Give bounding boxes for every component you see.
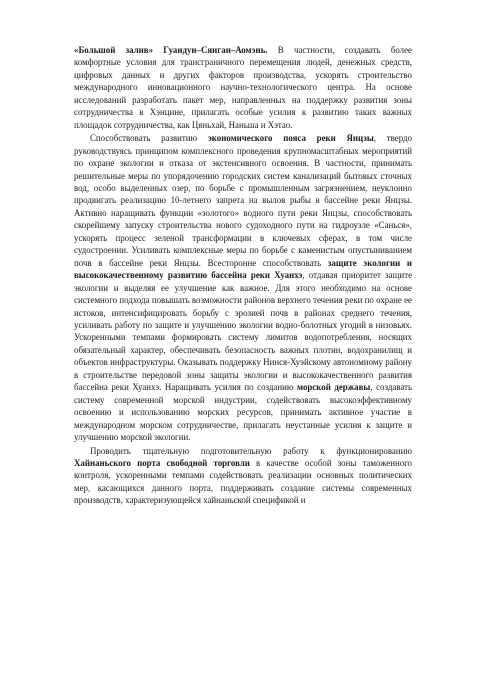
text-run: Проводить тщательную подготовительную работу к функционированию — [90, 445, 412, 456]
bold-term: морской державы — [297, 382, 371, 393]
text-run: , твердо руководствуясь принципом комплексного проведения крупномасштабных мероприятий по охране экологии и отказа от экстенсивного освоения. В частности, принимать решительные меры по упорядочению городских систем канализаций бытовых сточных вод, особо выделенных озер, по борьбе с промышленным загрязнением, неуклонно продвигать реализацию 10-летнего запрета на вылов рыбы в бассейне реки Янцзы. Активно наращивать функции «золотого» водного пути реки Янцзы, способствовать скорейшему запуску строительства нового судоходного пути на гидроузле «Санься», ускорять процесс зеленой трансформации в ключевых сферах, в том числе судостроении. Усиливать комплексные меры по борьбе с каменистым опустыниванием почв в бассейне реки Янцзы. Всесторонне способствовать — [74, 133, 413, 268]
text-run: , отдавая приоритет защите экологии и выделяя ее улучшение как важное. Для этого необходимо на основе системного подхода повышать возможности районов верхнего течения реки по охране ее истоков, интенсифицировать борьбу с эрозией почв в районах среднего течения, усиливать работу по защите и улучшению экологии водно-болотных угодий в низовьях. Ускоренными темпами формировать систему лимитов водопотребления, носящих обязательный характер, обеспечивать безопасность важных плотин, водохранилищ и объектов инфраструктуры. Оказывать поддержку Нинся-Хуэйскому автономному району в строительстве передовой зоны защиты экологии и высококачественного развития бассейна реки Хуанхэ. Наращивать усилия по созданию — [74, 270, 413, 393]
text-run: В частности, создавать более комфортные условия для трансграничного перемещения людей, денежных средств, цифровых данных и других факторов производства, ускорять строительство международного инновационного научно-технологического центра. На основе исследований разработать пакет мер, направленных на поддержку развития зоны сотрудничества в Хэнцине, прилагать особые усилия к развитию таких важных площадок сотрудничества, как Цяньхай, Наньша и Хэтао. — [74, 45, 412, 130]
text-run: в качестве особой зоны таможенного контроля, ускоренными темпами содействовать реализации основных политических мер, касающихся данного порта, поддерживать создание системы современных производств, характеризующейся хайнаньской спецификой и — [74, 457, 412, 506]
text-run: Способствовать развитию — [90, 133, 208, 144]
paragraph-2 — [74, 132, 412, 443]
bold-term: экономического пояса реки Янцзы — [207, 133, 374, 144]
text-run: , создавать систему современной морской индустрии, содействовать высокоэффективному освоению и использованию морских ресурсов, принимать активное участие в международном морском сотрудничестве, прилагать неустанные усилия к защите и улучшению морской экологии. — [74, 382, 413, 443]
bold-term: Хайнаньского порта свободной торговли — [74, 457, 250, 468]
paragraph-3 — [74, 445, 412, 507]
paragraph-1 — [74, 44, 412, 131]
document-body — [74, 44, 412, 508]
bold-term: защите экологии и высококачественному развитию бассейна реки Хуанхэ — [74, 257, 412, 281]
bold-term: «Большой залив» Гуандун–Сянган–Аомэнь. — [74, 45, 268, 55]
